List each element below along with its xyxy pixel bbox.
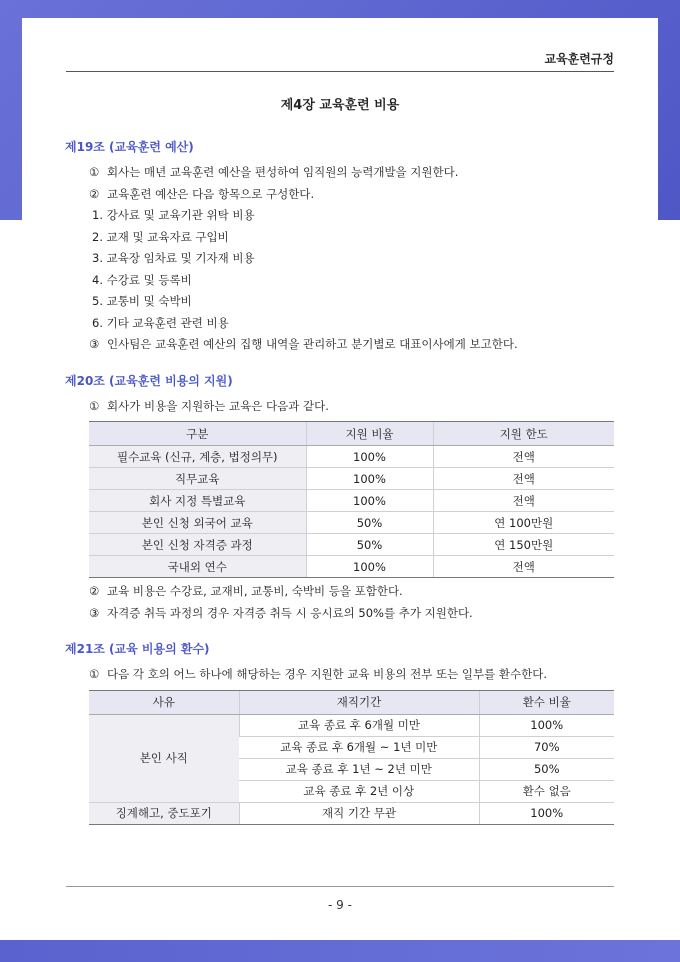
table-cell: 본인 신청 자격증 과정: [89, 534, 306, 556]
table-row: [89, 534, 614, 556]
table-cell: 70%: [479, 736, 614, 758]
table-row: [89, 446, 614, 468]
table-cell: 교육 종료 후 6개월 미만: [239, 714, 479, 736]
table-cell: 교육 종료 후 2년 이상: [239, 780, 479, 802]
budget-item-1: 1. 강사료 및 교육기관 위탁 비용: [92, 208, 255, 222]
column-header: 지원 한도: [433, 422, 614, 446]
table-cell: 전액: [433, 468, 614, 490]
table-cell: 본인 신청 외국어 교육: [89, 512, 306, 534]
article-19-paragraph-1: [89, 162, 615, 184]
column-header: 사유: [89, 690, 239, 714]
column-header: 환수 비율: [479, 690, 614, 714]
paragraph-text: 교육훈련 예산은 다음 항목으로 구성한다.: [107, 186, 315, 201]
table-row: [89, 512, 614, 534]
paragraph-marker: ③: [89, 337, 100, 351]
article-19-paragraph-3: [89, 334, 615, 356]
column-header: 재직기간: [239, 690, 479, 714]
document-page: [22, 18, 658, 938]
article-20-paragraph-1: [89, 396, 615, 418]
table-cell: 환수 없음: [479, 780, 614, 802]
support-table: [89, 421, 614, 578]
paragraph-marker: ①: [89, 398, 100, 413]
table-cell: 전액: [433, 490, 614, 512]
table-row: [89, 468, 614, 490]
column-header: 지원 비율: [306, 422, 433, 446]
column-header: 구분: [89, 422, 306, 446]
paragraph-text: 교육 비용은 수강료, 교재비, 교통비, 숙박비 등을 포함한다.: [107, 584, 403, 598]
footer-divider: [66, 886, 614, 887]
table-cell: 본인 사직: [89, 714, 239, 802]
table-cell: 교육 종료 후 6개월 ~ 1년 미만: [239, 736, 479, 758]
table-cell: 전액: [433, 446, 614, 468]
article-21-paragraph-1: [89, 664, 615, 686]
table-cell: 회사 지정 특별교육: [89, 490, 306, 512]
table-cell: 100%: [306, 556, 433, 578]
table-cell: 전액: [433, 556, 614, 578]
table-cell: 100%: [479, 714, 614, 736]
table-cell: 50%: [306, 512, 433, 534]
paragraph-marker: ①: [89, 165, 100, 179]
page-number: - 9 -: [328, 898, 352, 912]
table-cell: 연 100만원: [433, 512, 614, 534]
table-cell: 필수교육 (신규, 계층, 법정의무): [89, 446, 306, 468]
article-20-title: 제20조 (교육훈련 비용의 지원): [65, 373, 233, 388]
table-cell: 징계해고, 중도포기: [89, 802, 239, 824]
paragraph-text: 다음 각 호의 어느 하나에 해당하는 경우 지원한 교육 비용의 전부 또는 일부를 환수한다.: [107, 667, 547, 681]
table-cell: 재직 기간 무관: [239, 802, 479, 824]
table-cell: 50%: [479, 758, 614, 780]
table-cell: 100%: [306, 468, 433, 490]
paragraph-marker: ①: [89, 667, 100, 681]
budget-item-2: 2. 교재 및 교육자료 구입비: [92, 229, 229, 244]
article-19-title: 제19조 (교육훈련 예산): [65, 140, 194, 154]
article-21-title: 제21조 (교육 비용의 환수): [65, 642, 210, 656]
table-cell: 100%: [306, 446, 433, 468]
table-row: [89, 802, 614, 824]
header-divider: [66, 71, 614, 72]
paragraph-marker: ②: [89, 186, 100, 201]
table-row: [89, 490, 614, 512]
table-row: [89, 556, 614, 578]
budget-item-4: 4. 수강료 및 등록비: [92, 272, 192, 287]
bottom-decorative-band: [0, 940, 680, 962]
table-cell: 100%: [479, 802, 614, 824]
table-cell: 연 150만원: [433, 534, 614, 556]
document-body: [65, 138, 615, 825]
article-20-paragraph-3: [89, 603, 615, 625]
document-name: 교육훈련규정: [544, 52, 614, 66]
paragraph-marker: ③: [89, 605, 100, 620]
table-cell: 100%: [306, 490, 433, 512]
table-cell: 직무교육: [89, 468, 306, 490]
paragraph-marker: ②: [89, 584, 100, 598]
paragraph-text: 회사는 매년 교육훈련 예산을 편성하여 임직원의 능력개발을 지원한다.: [107, 165, 459, 179]
table-header-row: [89, 690, 614, 714]
paragraph-text: 자격증 취득 과정의 경우 자격증 취득 시 응시료의 50%를 추가 지원한다.: [107, 605, 473, 620]
budget-item-3: 3. 교육장 임차료 및 기자재 비용: [92, 251, 255, 265]
budget-item-6: 6. 기타 교육훈련 관련 비용: [92, 315, 229, 330]
paragraph-text: 회사가 비용을 지원하는 교육은 다음과 같다.: [107, 398, 329, 413]
budget-item-5: 5. 교통비 및 숙박비: [92, 294, 192, 308]
table-cell: 교육 종료 후 1년 ~ 2년 미만: [239, 758, 479, 780]
article-20-paragraph-2: [89, 581, 615, 603]
table-cell: 50%: [306, 534, 433, 556]
table-header-row: [89, 422, 614, 446]
clawback-table: [89, 690, 614, 825]
chapter-title: 제4장 교육훈련 비용: [280, 98, 400, 113]
table-row: [89, 714, 614, 736]
table-cell: 국내외 연수: [89, 556, 306, 578]
paragraph-text: 인사팀은 교육훈련 예산의 집행 내역을 관리하고 분기별로 대표이사에게 보고한다.: [107, 337, 518, 351]
article-19-paragraph-2: [89, 184, 615, 206]
